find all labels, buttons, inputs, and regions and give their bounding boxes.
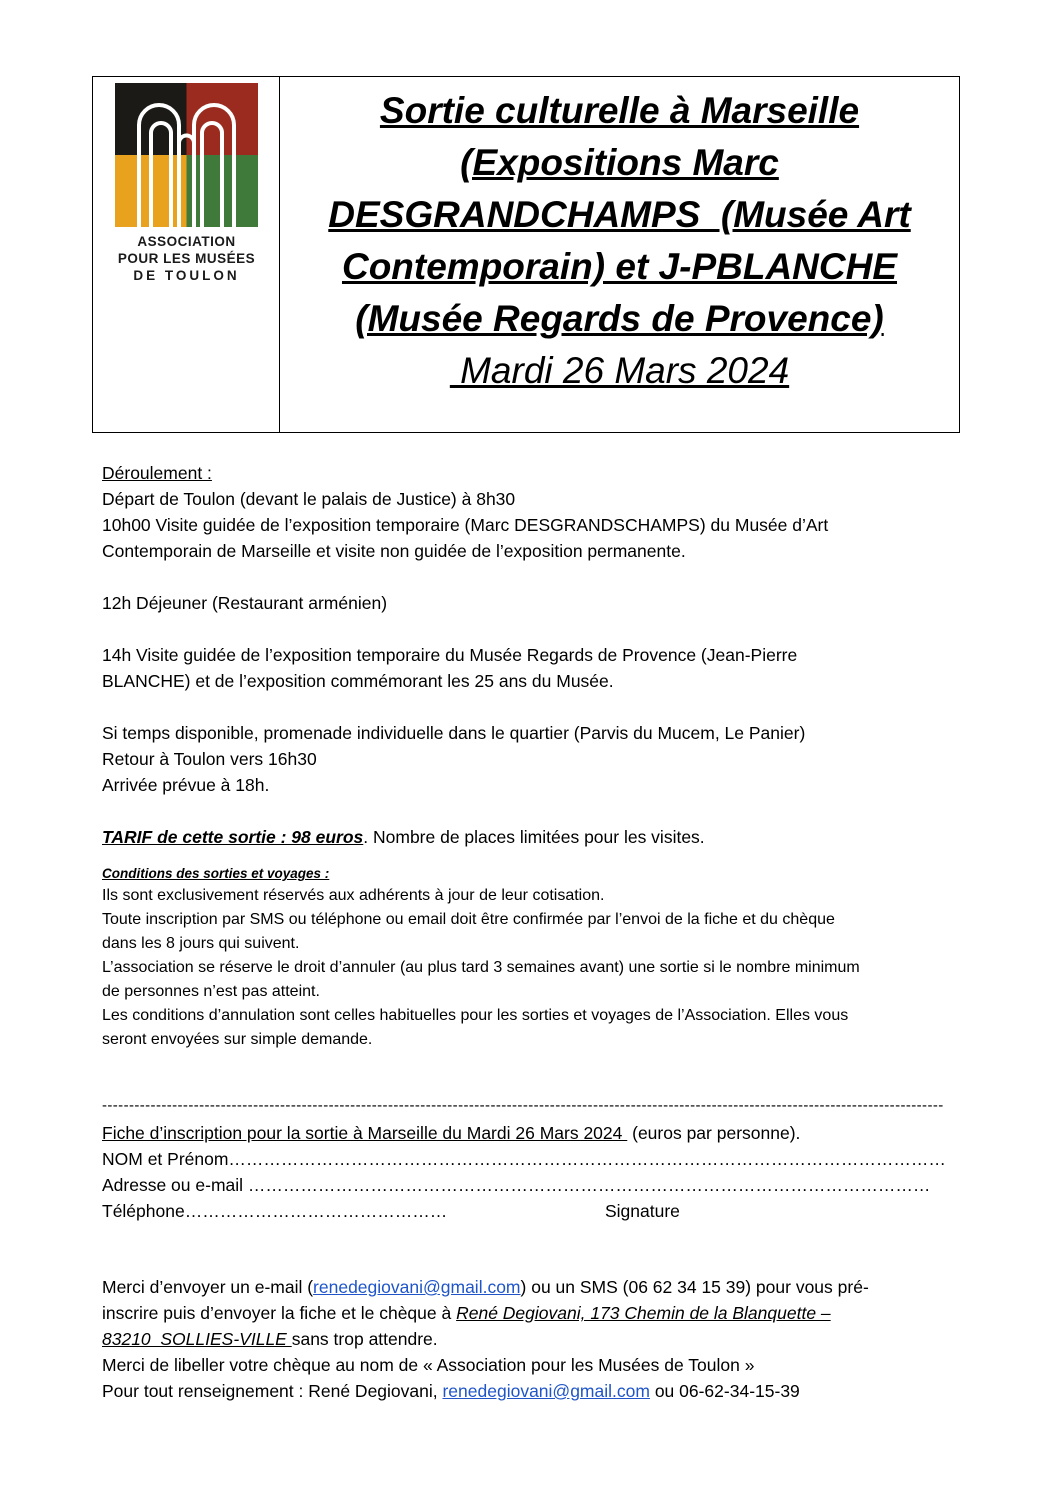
logo-line-toulon: DE TOULON bbox=[133, 268, 240, 283]
logo-line-musees: POUR LES MUSÉES bbox=[117, 251, 256, 266]
footer-line-3 bbox=[102, 1326, 972, 1352]
footer-line-2 bbox=[102, 1300, 972, 1326]
conditions-line-1: Ils sont exclusivement réservés aux adhérents à jour de leur cotisation. bbox=[102, 887, 605, 904]
form-title-underlined: Fiche d’inscription pour la sortie à Marseille du Mardi 26 Mars 2024 bbox=[102, 1123, 628, 1143]
event-date: Mardi 26 Mars 2024 bbox=[449, 350, 790, 391]
conditions-line-4: L’association se réserve le droit d’annuler (au plus tard 3 semaines avant) une sortie si le nombre minimum bbox=[102, 959, 860, 976]
program-visit1-line2: Contemporain de Marseille et visite non guidée de l’exposition permanente. bbox=[102, 541, 686, 561]
logo-text bbox=[105, 233, 268, 284]
title-line-5: (Musée Regards de Provence) bbox=[355, 298, 884, 339]
conditions-line-3: dans les 8 jours qui suivent. bbox=[102, 935, 300, 952]
title-line-2: (Expositions Marc bbox=[460, 142, 779, 183]
tarif-note: . Nombre de places limitées pour les visites. bbox=[363, 827, 705, 847]
title-line-4: Contemporain) et J-PBLANCHE bbox=[341, 246, 898, 287]
program-free-time: Si temps disponible, promenade individuelle dans le quartier (Parvis du Mucem, Le Panier) bbox=[102, 723, 806, 743]
program-section bbox=[102, 460, 962, 1052]
form-signature-label: Signature bbox=[605, 1201, 680, 1221]
header-box bbox=[92, 76, 960, 433]
conditions-line-7: seront envoyées sur simple demande. bbox=[102, 1031, 373, 1048]
title-line-3: DESGRANDCHAMPS (Musée Art bbox=[328, 194, 911, 235]
form-address-field[interactable]: Adresse ou e-mail ……………………………………………………………………………………………………… bbox=[102, 1175, 931, 1195]
form-title bbox=[102, 1120, 962, 1146]
museum-arches-logo-icon bbox=[115, 83, 258, 227]
conditions-line-2: Toute inscription par SMS ou téléphone ou email doit être confirmée par l’envoi de la fiche et du chèque bbox=[102, 911, 835, 928]
program-visit1-line1: 10h00 Visite guidée de l’exposition temporaire (Marc DESGRANDSCHAMPS) du Musée d’Art bbox=[102, 515, 829, 535]
postal-address-1: René Degiovani, 173 Chemin de la Blanquette – bbox=[456, 1303, 831, 1323]
registration-form bbox=[102, 1120, 962, 1224]
cut-separator: ------------------------------------------------------------------------------------------------------------------------------------------------------------ bbox=[102, 1097, 944, 1114]
program-lunch: 12h Déjeuner (Restaurant arménien) bbox=[102, 593, 388, 613]
footer-text: ou 06-62-34-15-39 bbox=[649, 1381, 800, 1401]
program-return: Retour à Toulon vers 16h30 bbox=[102, 749, 317, 769]
logo-cell bbox=[93, 77, 280, 432]
footer-text: Merci d’envoyer un e-mail ( bbox=[102, 1277, 314, 1297]
program-heading: Déroulement : bbox=[102, 463, 212, 483]
postal-address-2: 83210 SOLLIES-VILLE bbox=[102, 1329, 292, 1349]
program-departure: Départ de Toulon (devant le palais de Justice) à 8h30 bbox=[102, 489, 516, 509]
footer-text: Pour tout renseignement : René Degiovani, bbox=[102, 1381, 443, 1401]
title-cell bbox=[280, 77, 959, 432]
program-arrival: Arrivée prévue à 18h. bbox=[102, 775, 270, 795]
info-email-link[interactable]: renedegiovani@gmail.com bbox=[442, 1381, 650, 1401]
email-link[interactable]: renedegiovani@gmail.com bbox=[313, 1277, 521, 1297]
form-phone-row bbox=[102, 1198, 962, 1224]
footer-cheque: Merci de libeller votre chèque au nom de « Association pour les Musées de Toulon » bbox=[102, 1355, 755, 1375]
footer-text: ) ou un SMS (06 62 34 15 39) pour vous pré- bbox=[520, 1277, 869, 1297]
tarif-price: TARIF de cette sortie : 98 euros bbox=[102, 827, 364, 847]
footer-info-line bbox=[102, 1378, 972, 1404]
footer-text: inscrire puis d’envoyer la fiche et le chèque à bbox=[102, 1303, 457, 1323]
footer-line-1 bbox=[102, 1274, 972, 1300]
logo-line-association: ASSOCIATION bbox=[137, 234, 236, 249]
conditions-title: Conditions des sorties et voyages : bbox=[102, 866, 330, 881]
conditions-line-6: Les conditions d’annulation sont celles habituelles pour les sorties et voyages de l’Association. Elles vous bbox=[102, 1007, 849, 1024]
program-visit2-line2: BLANCHE) et de l’exposition commémorant les 25 ans du Musée. bbox=[102, 671, 614, 691]
form-phone-field[interactable]: Téléphone……………………………………… bbox=[102, 1201, 448, 1221]
footer-text: sans trop attendre. bbox=[291, 1329, 438, 1349]
tarif-line bbox=[102, 824, 962, 850]
program-visit2-line1: 14h Visite guidée de l’exposition temporaire du Musée Regards de Provence (Jean-Pierre bbox=[102, 645, 798, 665]
title-line-1: Sortie culturelle à Marseille bbox=[379, 90, 860, 131]
conditions-line-5: de personnes n’est pas atteint. bbox=[102, 983, 320, 1000]
form-title-rest: (euros par personne). bbox=[627, 1123, 801, 1143]
form-name-field[interactable]: NOM et Prénom…………………………………………………………………………………………………………… bbox=[102, 1149, 946, 1169]
footer-section bbox=[102, 1274, 972, 1404]
